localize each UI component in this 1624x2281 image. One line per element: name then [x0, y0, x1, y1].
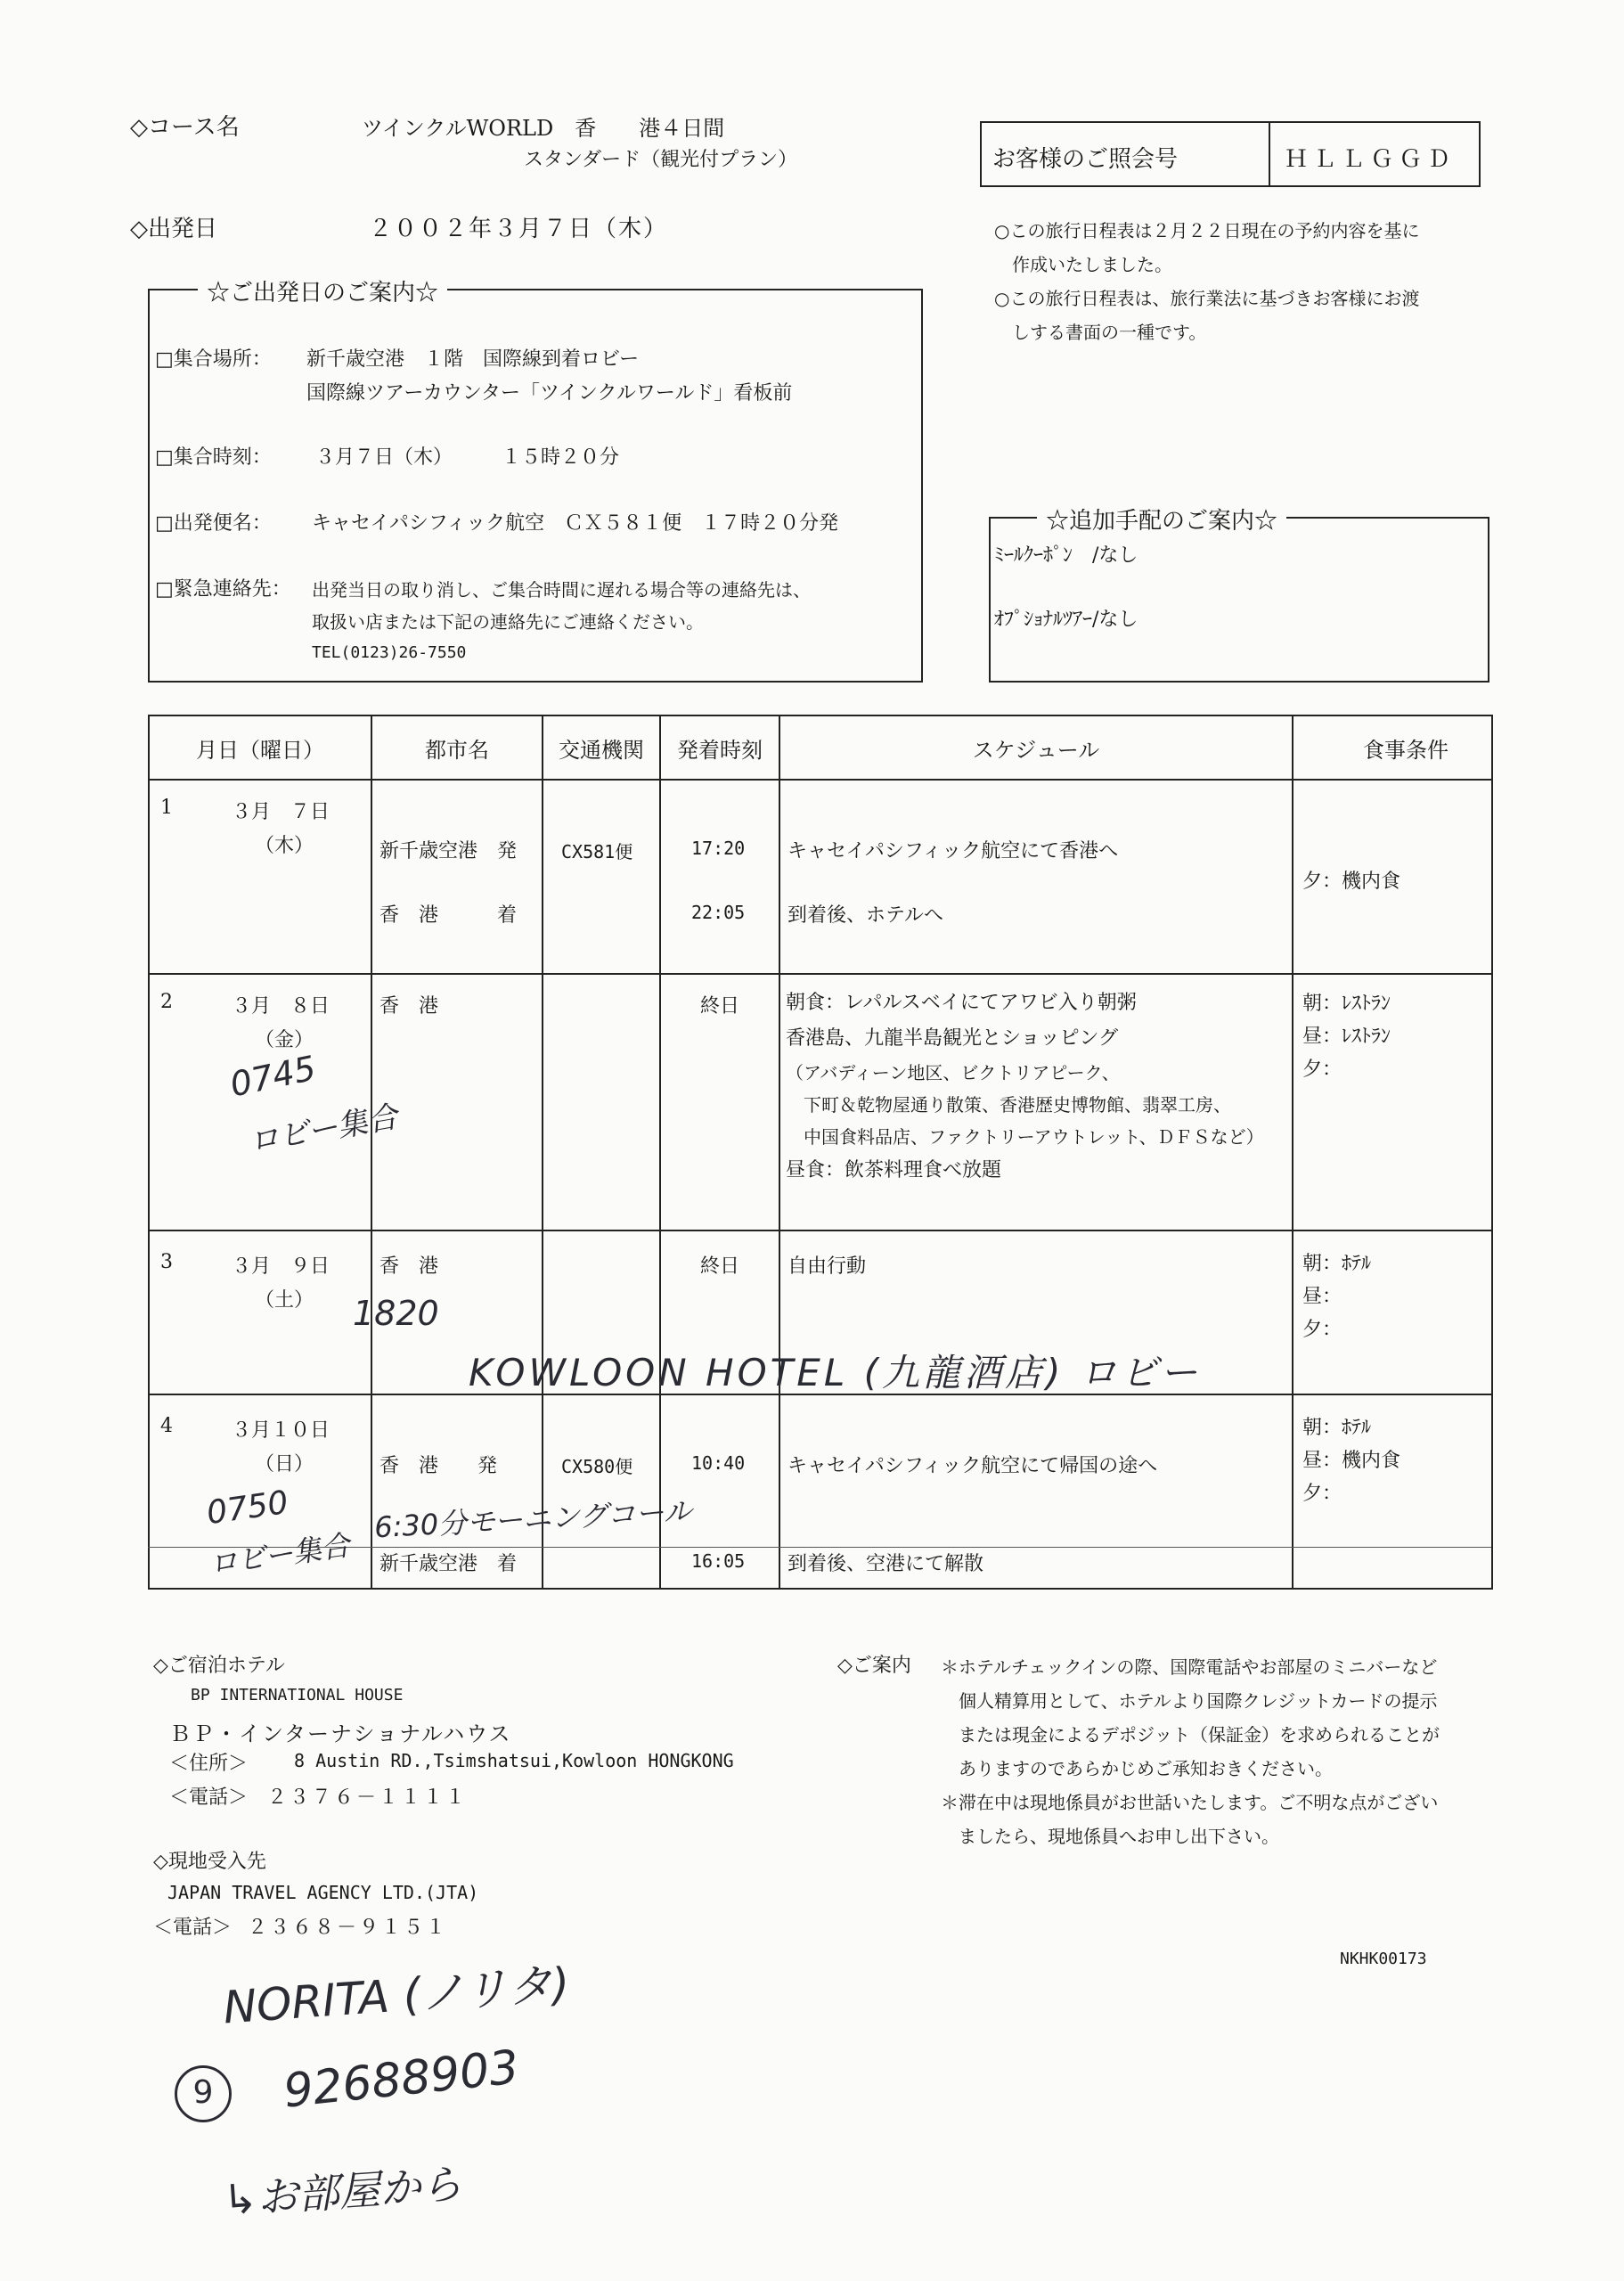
schedule-text: 香港島、九龍半島観光とショッピング: [786, 1027, 1119, 1050]
note-line: しする書面の一種です。: [994, 322, 1207, 343]
hotel-address: 8 Austin RD.,Tsimshatsui,Kowloon HONGKONG: [294, 1750, 734, 1771]
guidance-line: 個人精算用として、ホテルより国際クレジットカードの提示: [941, 1690, 1438, 1712]
meeting-time-label: □集合時刻：: [155, 446, 272, 469]
handwritten-note: ロビー集合: [207, 1528, 352, 1582]
schedule-lines: [786, 985, 1264, 1189]
column-header: 交通機関: [543, 715, 660, 780]
departure-info-box: [148, 280, 923, 683]
day-number: 3: [160, 1251, 173, 1273]
hotel-phone: ２３７６－１１１１: [267, 1786, 469, 1809]
handwritten-time: 0745: [226, 1048, 320, 1105]
meal: 夕：機内食: [1302, 871, 1401, 893]
hotel-name-en: BP INTERNATIONAL HOUSE: [191, 1686, 404, 1705]
guidance-line: ＊ホテルチェックインの際、国際電話やお部屋のミニバーなど: [941, 1656, 1438, 1678]
column-header: スケジュール: [779, 715, 1293, 780]
additional-title: ☆追加手配のご案内☆: [1037, 503, 1286, 536]
course-label: ◇コース名: [130, 114, 240, 141]
city: 香 港 着: [379, 904, 518, 927]
meeting-place-line: 国際線ツアーカウンター「ツインクルワールド」看板前: [306, 382, 793, 405]
handwritten-note: ↳お部屋から: [221, 2159, 464, 2225]
meal: 朝：ﾎﾃﾙ: [1302, 1417, 1372, 1439]
day-date: ３月 ７日: [232, 801, 331, 823]
guidance-text: [941, 1650, 1440, 1853]
optional-tour: ｵﾌﾟｼｮﾅﾙﾂｱｰ/なし: [994, 609, 1138, 631]
meal: 夕：: [1302, 1319, 1342, 1341]
day-number: 2: [160, 991, 173, 1013]
meal: 朝：ﾚｽﾄﾗﾝ: [1302, 993, 1391, 1015]
handwritten-note: 6:30分モーニングコール: [373, 1493, 693, 1545]
schedule-text: キャセイパシフィック航空にて帰国の途へ: [788, 1455, 1158, 1477]
handwritten-note: KOWLOON HOTEL (九龍酒店) ロビー: [469, 1351, 1202, 1394]
day-number: 4: [160, 1415, 173, 1437]
table-row: [149, 780, 1492, 974]
emergency-tel: TEL(0123)26-7550: [312, 643, 467, 662]
meal: 朝：ﾎﾃﾙ: [1302, 1253, 1372, 1275]
day-weekday: （日）: [255, 1453, 314, 1476]
additional-arrangements-box: [989, 508, 1489, 683]
meal: 昼：機内食: [1302, 1450, 1401, 1472]
flight-label: □出発便名：: [155, 512, 272, 535]
departure-label: ◇出発日: [130, 216, 217, 242]
meal: 夕：: [1302, 1059, 1342, 1081]
meeting-place-label: □集合場所：: [155, 348, 272, 371]
day-date: ３月 ８日: [232, 995, 331, 1018]
time: 16:05: [691, 1550, 746, 1572]
guidance-line: ＊滞在中は現地係員がお世話いたします。ご不明な点がござい: [941, 1792, 1439, 1813]
local-agent-label: ◇現地受入先: [153, 1851, 266, 1873]
meal-list: [1302, 1247, 1371, 1346]
city: 香 港: [379, 995, 439, 1018]
hotel-label: ◇ご宿泊ホテル: [153, 1655, 285, 1677]
time: 10:40: [691, 1452, 746, 1474]
schedule-text: 昼食：飲茶料理食べ放題: [786, 1159, 1002, 1181]
emergency-line: 出発当日の取り消し、ご集合時間に遅れる場合等の連絡先は、: [312, 579, 811, 601]
guidance-label: ◇ご案内: [837, 1655, 911, 1677]
schedule-text: 下町＆乾物屋通り散策、香港歴史博物館、翡翠工房、: [786, 1094, 1231, 1116]
schedule-text: 中国食料品店、ファクトリーアウトレット、ＤＦＳなど）: [786, 1126, 1264, 1148]
table-header-row: [149, 715, 1492, 780]
column-header: 食事条件: [1293, 715, 1492, 780]
day-date: ３月 ９日: [232, 1255, 331, 1278]
meeting-time: ３月７日（木） １５時２０分: [315, 446, 620, 469]
course-plan: スタンダード（観光付プラン）: [524, 149, 798, 171]
handwritten-number: 92688903: [281, 2040, 522, 2119]
city: 新千歳空港 着: [379, 1553, 518, 1575]
transport: CX581便: [561, 841, 633, 863]
departure-date: ２００２年３月７日（木）: [369, 216, 669, 242]
hotel-name-ja: ＢＰ・インターナショナルハウス: [169, 1721, 512, 1746]
time: 22:05: [691, 902, 746, 923]
schedule-text: 到着後、空港にて解散: [788, 1553, 984, 1575]
schedule-text: 自由行動: [788, 1255, 867, 1278]
meal-coupon: ﾐｰﾙｸｰﾎﾟﾝ /なし: [994, 544, 1138, 567]
note-line: ○この旅行日程表は２月２２日現在の予約内容を基に: [994, 220, 1420, 241]
itinerary-notes: [994, 214, 1419, 349]
reference-box: [980, 121, 1481, 187]
meal: 夕：: [1302, 1483, 1342, 1505]
local-agent-phone-label: ＜電話＞: [153, 1917, 233, 1939]
column-header: 発着時刻: [660, 715, 779, 780]
local-agent-name: JAPAN TRAVEL AGENCY LTD.(JTA): [167, 1882, 479, 1903]
course-name: ツインクルWORLD 香 港４日間: [362, 116, 725, 141]
handwritten-time: 0750: [204, 1484, 291, 1533]
document-code: NKHK00173: [1340, 1950, 1427, 1968]
note-line: 作成いたしました。: [994, 254, 1172, 275]
note-line: ○この旅行日程表は、旅行業法に基づきお客様にお渡: [994, 288, 1420, 309]
reference-label: お客様のご照会号: [992, 146, 1179, 173]
column-header: 都市名: [371, 715, 543, 780]
handwritten-note: ロビー集合: [246, 1099, 401, 1161]
guidance-line: ありますのであらかじめご承知おきください。: [941, 1758, 1333, 1779]
city: 新千歳空港 発: [379, 840, 518, 863]
schedule-text: （アバディーン地区、ビクトリアピーク、: [786, 1062, 1120, 1083]
meal: 昼：: [1302, 1286, 1342, 1308]
city: 香 港 発: [379, 1455, 498, 1477]
guidance-line: ましたら、現地係員へお申し出下さい。: [941, 1826, 1279, 1847]
local-agent-phone: ２３６８－９１５１: [248, 1917, 449, 1939]
schedule-text: 朝食：レパルスベイにてアワビ入り朝粥: [786, 992, 1137, 1014]
time: 17:20: [691, 838, 746, 859]
day-weekday: （木）: [255, 835, 314, 857]
schedule-table: [148, 715, 1493, 1590]
time: 終日: [700, 995, 740, 1018]
day-weekday: （土）: [255, 1289, 314, 1312]
day-number: 1: [160, 797, 173, 819]
guidance-line: または現金によるデポジット（保証金）を求められることが: [941, 1724, 1440, 1745]
column-header: 月日（曜日）: [149, 715, 371, 780]
meal-list: [1302, 1411, 1400, 1510]
meal: 昼：ﾚｽﾄﾗﾝ: [1302, 1026, 1391, 1048]
reference-divider: [1269, 123, 1270, 185]
schedule-text: 到着後、ホテルへ: [788, 904, 943, 927]
meeting-place-line: 新千歳空港 １階 国際線到着ロビー: [306, 348, 640, 371]
emergency-line: 取扱い店または下記の連絡先にご連絡ください。: [312, 611, 704, 633]
reference-value: ＨＬＬＧＧＤ: [1285, 146, 1457, 173]
handwritten-time: 1820: [353, 1294, 439, 1333]
day-weekday: （金）: [255, 1029, 314, 1051]
hotel-phone-label: ＜電話＞: [169, 1786, 249, 1809]
day-date: ３月１０日: [232, 1419, 331, 1442]
city: 香 港: [379, 1255, 439, 1278]
handwritten-name: NORITA (ノリタ): [221, 1958, 572, 2034]
time: 終日: [700, 1255, 740, 1278]
emergency-label: □緊急連絡先：: [155, 578, 291, 601]
meal-list: [1302, 987, 1391, 1086]
departure-info-title: ☆ご出発日のご案内☆: [198, 274, 447, 307]
hotel-address-label: ＜住所＞: [169, 1753, 249, 1775]
transport: CX580便: [561, 1456, 633, 1477]
schedule-text: キャセイパシフィック航空にて香港へ: [788, 840, 1119, 863]
handwritten-circled-number: 9: [175, 2065, 232, 2122]
flight-info: キャセイパシフィック航空 ＣＸ５８１便 １７時２０分発: [312, 512, 839, 535]
